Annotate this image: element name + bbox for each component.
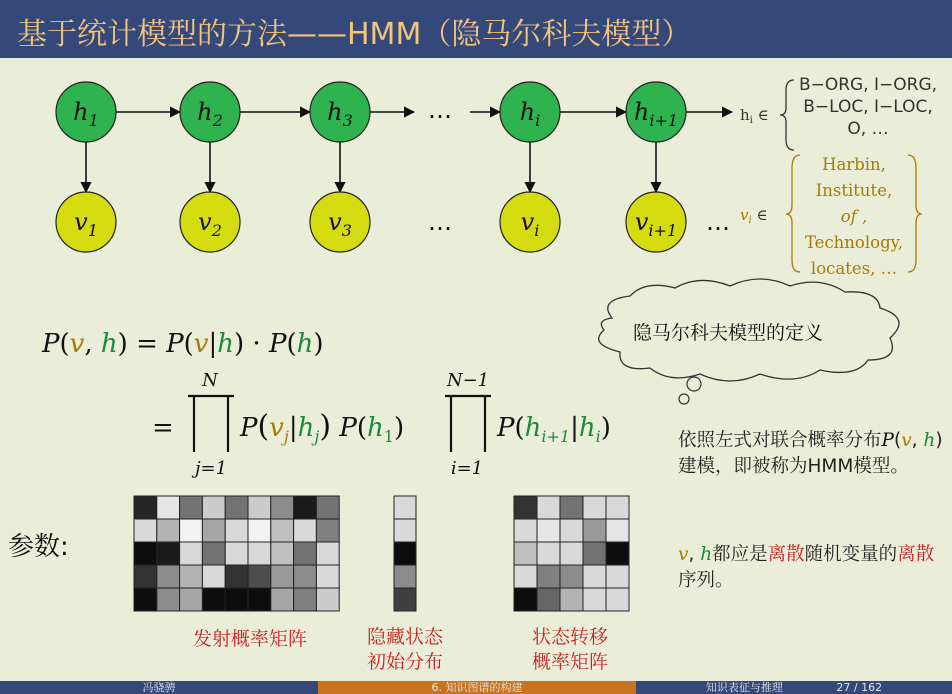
cloud-caption: 隐马尔科夫模型的定义: [633, 322, 824, 344]
matrix-cell: [202, 588, 225, 611]
parameter-matrices: [134, 496, 629, 611]
hidden-state-node-label: $h_2$: [197, 98, 223, 130]
visible-observation-set: [798, 152, 910, 282]
matrix-cell: [180, 496, 203, 519]
matrix-cell: [583, 565, 606, 588]
slide-title: 基于统计模型的方法——HMM（隐马尔科夫模型）: [17, 17, 692, 52]
matrix-cell: [134, 565, 157, 588]
caption-line: 隐藏状态: [366, 626, 443, 648]
discrete-note: v, h都应是离散随机变量的离散序列。: [678, 544, 935, 591]
hidden-state-line: O, …: [847, 119, 889, 139]
matrix-cell: [248, 542, 271, 565]
matrix-cell: [537, 519, 560, 542]
matrix-cell: [316, 542, 339, 565]
matrix-cell: [583, 496, 606, 519]
thought-bubble-2: [679, 394, 689, 404]
svg-text:P(vj|hj) P(h1): $P(v_j|h_j)$ $P(h_1)$: [240, 409, 405, 446]
matrix-cell: [225, 496, 248, 519]
emission-matrix-caption: 发射概率矩阵: [192, 628, 307, 650]
joint-probability-formula: [41, 329, 611, 479]
matrix-cell: [606, 519, 629, 542]
observation-node: [310, 192, 370, 252]
footer: [0, 681, 952, 694]
matrix-cell: [294, 588, 317, 611]
observation-node: [626, 192, 686, 252]
visible-chain-ellipsis: …: [428, 208, 452, 236]
hidden-state-set: [788, 74, 948, 140]
matrix-cell: [537, 565, 560, 588]
matrix-cell: [537, 542, 560, 565]
matrix-cell: [180, 588, 203, 611]
observation-node: [180, 192, 240, 252]
matrix-cell: [583, 519, 606, 542]
hidden-state-node: [500, 82, 560, 142]
matrix-cell: [225, 588, 248, 611]
emission-matrix: [134, 496, 339, 611]
matrix-cell: [271, 542, 294, 565]
matrix-cell: [271, 588, 294, 611]
matrix-cell: [225, 542, 248, 565]
matrix-cell: [514, 519, 537, 542]
caption-line: 概率矩阵: [531, 651, 608, 673]
matrix-cell: [560, 496, 583, 519]
matrix-cell: [316, 519, 339, 542]
matrix-cell: [394, 565, 416, 588]
initial-distribution-caption: [355, 625, 455, 675]
matrix-cell: [514, 565, 537, 588]
hidden-chain-ellipsis: …: [428, 96, 452, 124]
transition-matrix-caption: [515, 625, 625, 675]
matrix-cell: [394, 542, 416, 565]
matrix-cell: [180, 542, 203, 565]
svg-text:N: N: [202, 370, 218, 391]
matrix-cell: [202, 542, 225, 565]
observation-node: [500, 192, 560, 252]
observation-line: of ,: [840, 207, 868, 226]
visible-set-brace-right: [908, 155, 922, 272]
hidden-state-node-label: $h_{i+1}$: [633, 98, 679, 130]
matrix-cell: [537, 496, 560, 519]
matrix-cell: [157, 542, 180, 565]
footer-right: [636, 681, 952, 694]
matrix-cell: [394, 496, 416, 519]
matrix-cell: [606, 588, 629, 611]
matrix-cell: [134, 588, 157, 611]
svg-text:N−1: N−1: [446, 370, 490, 391]
matrix-cell: [157, 519, 180, 542]
svg-text:=: =: [152, 413, 174, 443]
matrix-cell: [134, 519, 157, 542]
observation-node-label: $v_i$: [520, 208, 540, 240]
footer-author: 冯骁骋: [0, 681, 318, 694]
observation-line: Institute,: [815, 181, 893, 200]
hidden-state-node-label: $h_3$: [327, 98, 353, 130]
matrix-cell: [271, 496, 294, 519]
observation-node-label: $v_3$: [328, 208, 352, 240]
thought-bubble-1: [687, 377, 701, 391]
matrix-cell: [316, 496, 339, 519]
hidden-state-node: [310, 82, 370, 142]
hidden-state-line: B−LOC, I−LOC,: [803, 97, 933, 117]
svg-text:i=1: i=1: [450, 458, 484, 479]
matrix-cell: [606, 542, 629, 565]
hidden-state-node-label: $h_1$: [73, 98, 99, 130]
matrix-cell: [225, 519, 248, 542]
observation-line: locates, …: [810, 259, 898, 278]
footer-course: 知识表征与推理: [705, 681, 783, 694]
matrix-cell: [134, 496, 157, 519]
matrix-cell: [606, 565, 629, 588]
caption-line: 状态转移: [531, 626, 608, 648]
visible-set-lhs: $v_i$ ∈: [740, 206, 768, 226]
matrix-cell: [180, 565, 203, 588]
observation-node-label: $v_2$: [198, 208, 222, 240]
svg-text:P(v, h) = P(v|h) · P(h): P(v, h) = P(v|h) · P(h): [42, 329, 324, 359]
params-label: 参数:: [8, 532, 69, 562]
transition-matrix: [514, 496, 629, 611]
matrix-cell: [294, 519, 317, 542]
matrix-cell: [248, 519, 271, 542]
hmm-description: 依照左式对联合概率分布P(v, h) 建模，即被称为HMM模型。: [678, 430, 943, 477]
matrix-cell: [202, 565, 225, 588]
matrix-cell: [560, 588, 583, 611]
matrix-cell: [202, 519, 225, 542]
matrix-cell: [180, 519, 203, 542]
matrix-cell: [248, 496, 271, 519]
matrix-cell: [514, 496, 537, 519]
matrix-cell: [294, 496, 317, 519]
matrix-cell: [225, 565, 248, 588]
matrix-cell: [316, 565, 339, 588]
hidden-state-node-label: $h_i$: [519, 98, 541, 130]
observation-node-label: $v_{i+1}$: [634, 208, 678, 240]
matrix-cell: [157, 496, 180, 519]
svg-text:j=1: j=1: [194, 458, 228, 479]
matrix-cell: [157, 588, 180, 611]
matrix-cell: [271, 565, 294, 588]
matrix-cell: [248, 588, 271, 611]
hidden-state-line: B−ORG, I−ORG,: [798, 75, 938, 95]
matrix-cell: [157, 565, 180, 588]
observation-node-label: $v_1$: [74, 208, 98, 240]
observation-node: [56, 192, 116, 252]
diagram-nodes: [56, 82, 686, 252]
matrix-cell: [583, 542, 606, 565]
matrix-cell: [514, 542, 537, 565]
svg-text:P(hi+1|hi): $P(h_{i+1}|h_i)$: [497, 413, 611, 446]
hidden-state-node: [56, 82, 116, 142]
matrix-cell: [560, 519, 583, 542]
matrix-cell: [583, 588, 606, 611]
matrix-cell: [271, 519, 294, 542]
visible-trailing-ellipsis: …: [706, 208, 730, 236]
hidden-state-node: [180, 82, 240, 142]
matrix-cell: [316, 588, 339, 611]
matrix-cell: [134, 542, 157, 565]
matrix-cell: [606, 496, 629, 519]
matrix-cell: [560, 542, 583, 565]
footer-section: 6. 知识图谱的构建: [318, 681, 636, 694]
matrix-cell: [294, 565, 317, 588]
matrix-cell: [394, 588, 416, 611]
matrix-cell: [202, 496, 225, 519]
caption-line: 初始分布: [366, 651, 443, 673]
matrix-cell: [248, 565, 271, 588]
hidden-state-node: [626, 82, 686, 142]
matrix-cell: [560, 565, 583, 588]
initial-distribution-vector: [394, 496, 416, 611]
observation-line: Technology,: [804, 233, 904, 252]
observation-line: Harbin,: [822, 155, 886, 174]
matrix-cell: [394, 519, 416, 542]
page-number: 27 / 162: [836, 681, 883, 694]
matrix-cell: [294, 542, 317, 565]
matrix-cell: [537, 588, 560, 611]
hidden-set-lhs: $h_i$ ∈: [740, 106, 769, 126]
matrix-cell: [514, 588, 537, 611]
